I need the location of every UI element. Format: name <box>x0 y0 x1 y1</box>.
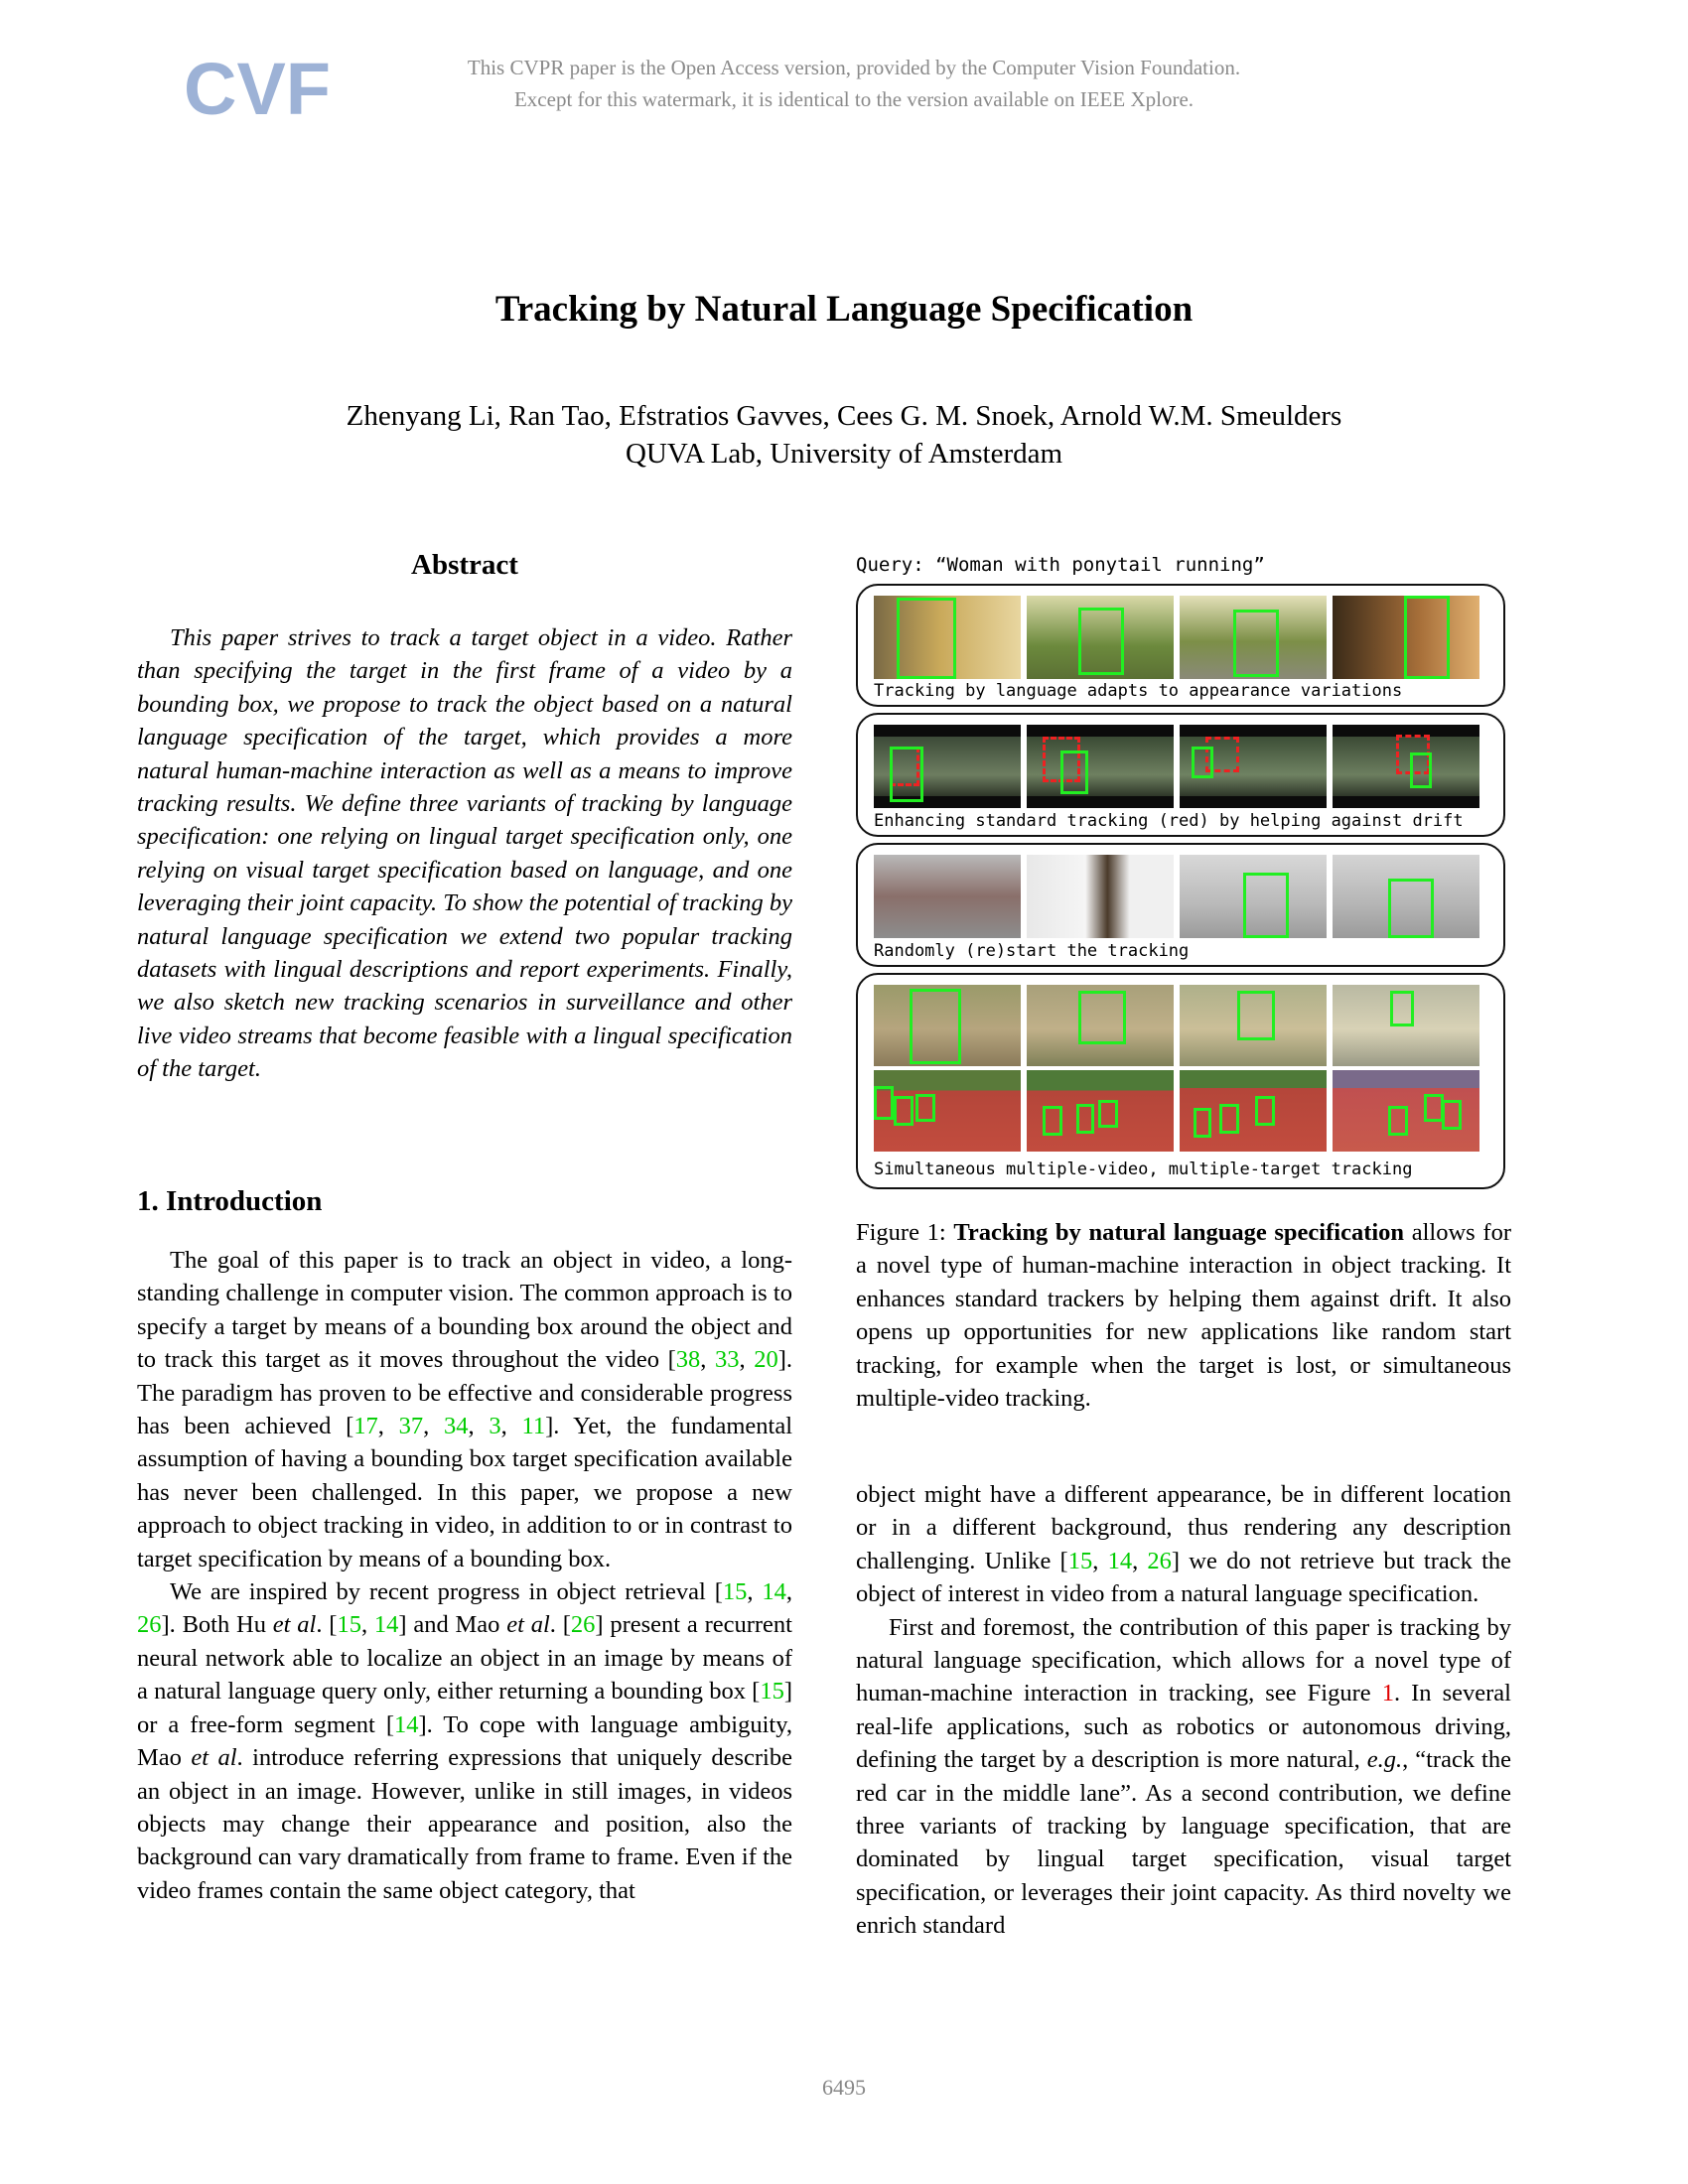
abstract-paragraph: This paper strives to track a target object in a video. Rather than specifying the target in the first frame of a video by a bounding box, we propose to track the object based on a natural language specification of the target, which provides a more natural human-machine interaction as well as a means to improve tracking results. We define three variants of tracking by language specification: one relying on lingual target specification only, one relying on visual target specification based on language, and one leveraging their joint capacity. To show the potential of tracking by natural language specification we extend two popular tracking datasets with lingual descriptions and report experiments. Finally, we also sketch new tracking scenarios in surveillance and other live video streams that become feasible with a lingual specification of the target. <box>137 624 792 1083</box>
citation-link[interactable]: 34 <box>444 1413 469 1440</box>
citation-link[interactable]: 15 <box>337 1611 361 1639</box>
citation-link[interactable]: 14 <box>1107 1547 1133 1574</box>
citation-link[interactable]: 14 <box>373 1611 399 1639</box>
right-paragraph-2: First and foremost, the contribution of this paper is tracking by natural language specification, which allows for a novel type of human-machine interaction in tracking, see Figure 1. In several real-life applications, such as robotics or autonomous driving, defining the target by a description is more natural, e.g., “track the red car in the middle lane”. As a second contribution, we define three variants of tracking by language specification, that are dominated by lingual target specification, visual target specification, or leverages their joint capacity. As third novelty we enrich standard <box>856 1613 1511 1940</box>
bounding-box <box>1390 991 1414 1026</box>
citation-link[interactable]: 26 <box>570 1611 596 1639</box>
bounding-box <box>1078 608 1124 675</box>
citation-link[interactable]: 15 <box>760 1678 784 1706</box>
watermark <box>328 52 1380 115</box>
bounding-box <box>1255 1096 1275 1126</box>
bounding-box <box>1060 751 1088 794</box>
citation-link[interactable]: 38 <box>675 1346 701 1374</box>
abstract-heading: Abstract <box>411 549 518 581</box>
right-paragraph-1: object might have a different appearance, be in different location or in a different background, thus rendering any description challenging. Unlike [15, 14, 26] we do not retrieve but track the object of interest in video from a natural language specification. <box>856 1481 1512 1608</box>
citation-link[interactable]: 15 <box>1067 1547 1093 1574</box>
citation-link[interactable]: 17 <box>353 1413 378 1440</box>
bounding-box <box>1424 1094 1444 1122</box>
bounding-box <box>894 1096 914 1126</box>
bounding-box <box>1192 747 1213 778</box>
panel-caption: Enhancing standard tracking (red) by helping against drift <box>874 811 1464 831</box>
figure-panel-appearance <box>856 584 1505 707</box>
bounding-box <box>1219 1104 1239 1134</box>
bounding-box <box>890 747 923 802</box>
right-column-body <box>856 1478 1511 1943</box>
figure-reference-link[interactable]: 1 <box>1381 1680 1394 1707</box>
video-frame <box>874 725 1021 808</box>
video-frame <box>1180 985 1327 1066</box>
video-frame <box>1333 985 1479 1066</box>
bounding-box <box>1442 1100 1462 1130</box>
cvf-logo <box>184 45 331 130</box>
video-frame <box>1027 1070 1174 1152</box>
citation-link[interactable]: 37 <box>398 1413 424 1440</box>
figure-1 <box>854 554 1509 1189</box>
bounding-box <box>1098 1100 1118 1128</box>
bounding-box <box>1404 596 1450 679</box>
bounding-box <box>1043 1106 1062 1136</box>
video-frame <box>874 596 1021 679</box>
paper-title: Tracking by Natural Language Specification <box>494 289 1194 330</box>
video-frame <box>1180 596 1327 679</box>
video-frame <box>1180 725 1327 808</box>
bounding-box <box>1237 991 1275 1040</box>
figure-caption <box>856 1216 1511 1415</box>
intro-paragraph-2: We are inspired by recent progress in object retrieval [15, 14, 26]. Both Hu et al. [15, 14] and Mao et al. [26] present a recurrent neural network able to localize an object in an image by means of a natural language query only, either returning a bounding box [15] or a free-form segment [14]. To cope with language ambiguity, Mao et al. introduce referring expressions that uniquely describe an object in an image. However, unlike in still images, in videos objects may change their appearance and position, also the background can vary dramatically from frame to frame. Even if the video frames contain the same object category, that <box>137 1578 793 1904</box>
video-frame <box>1027 855 1174 938</box>
section-heading-introduction: 1. Introduction <box>137 1185 323 1217</box>
video-frame <box>1333 725 1479 808</box>
citation-link[interactable]: 33 <box>715 1346 740 1374</box>
bounding-box <box>1076 1104 1094 1134</box>
video-frame <box>1027 725 1174 808</box>
video-frame <box>874 1070 1021 1152</box>
citation-link[interactable]: 3 <box>489 1413 501 1440</box>
bounding-box <box>910 989 961 1064</box>
introduction-body <box>137 1244 792 1907</box>
video-frame <box>1180 855 1327 938</box>
figure-panel-restart <box>856 843 1505 967</box>
citation-link[interactable]: 14 <box>762 1578 786 1606</box>
author-block <box>0 397 1688 473</box>
watermark-line1: This CVPR paper is the Open Access version, provided by the Computer Vision Foundation. <box>467 56 1241 79</box>
page-number: 6495 <box>822 2075 866 2100</box>
citation-link[interactable]: 15 <box>722 1578 748 1606</box>
video-frame <box>1333 596 1479 679</box>
citation-link[interactable]: 11 <box>521 1413 546 1440</box>
bounding-box <box>897 598 956 679</box>
video-frame <box>1333 1070 1479 1152</box>
panel-caption: Tracking by language adapts to appearance variations <box>874 681 1403 701</box>
watermark-line2: Except for this watermark, it is identical to the version available on IEEE Xplore. <box>513 87 1195 111</box>
svg-text:CVF: CVF <box>184 48 331 130</box>
video-frame <box>1180 1070 1327 1152</box>
citation-link[interactable]: 14 <box>393 1710 419 1738</box>
abstract-text <box>137 621 792 1086</box>
bounding-box <box>1233 610 1279 677</box>
bounding-box <box>1410 752 1432 788</box>
caption-text: Figure 1: Tracking by natural language specification allows for a novel type of human-machine interaction in object tracking. It enhances standard trackers by helping them against drift. It also opens up opportunities for new applications like random start tracking, for example when the target is lost, or simultaneous multiple-video tracking. <box>856 1219 1511 1413</box>
bounding-box <box>1194 1108 1211 1138</box>
intro-paragraph-1: The goal of this paper is to track an object in video, a long-standing challenge in computer vision. The common approach is to specify a target by means of a bounding box around the object and to track this target as it moves throughout the video [38, 33, 20]. The paradigm has proven to be effective and considerable progress has been achieved [17, 37, 34, 3, 11]. Yet, the fundamental assumption of having a bounding box target specification available has never been challenged. In this paper, we propose a new approach to object tracking in video, in addition to or in contrast to target specification by means of a bounding box. <box>137 1247 793 1572</box>
citation-link[interactable]: 26 <box>1147 1547 1172 1574</box>
figure-panel-drift <box>856 713 1505 837</box>
video-frame <box>874 985 1021 1066</box>
bounding-box <box>1388 879 1434 938</box>
bounding-box <box>874 1086 894 1120</box>
video-frame <box>874 855 1021 938</box>
affiliation: QUVA Lab, University of Amsterdam <box>625 438 1063 470</box>
figure-panel-multiple <box>856 973 1505 1189</box>
citation-link[interactable]: 20 <box>754 1346 778 1374</box>
bounding-box <box>1078 991 1126 1044</box>
bounding-box <box>915 1094 935 1122</box>
video-frame <box>1027 596 1174 679</box>
bounding-box <box>1243 873 1289 938</box>
panel-caption: Randomly (re)start the tracking <box>874 941 1190 961</box>
authors: Zhenyang Li, Ran Tao, Efstratios Gavves, Cees G. M. Snoek, Arnold W.M. Smeulders <box>346 400 1342 432</box>
panel-caption: Simultaneous multiple-video, multiple-target tracking <box>874 1160 1413 1179</box>
video-frame <box>1027 985 1174 1066</box>
video-frame <box>1333 855 1479 938</box>
bounding-box <box>1388 1106 1408 1136</box>
figure-query: Query: “Woman with ponytail running” <box>856 554 1265 576</box>
citation-link[interactable]: 26 <box>137 1611 162 1639</box>
